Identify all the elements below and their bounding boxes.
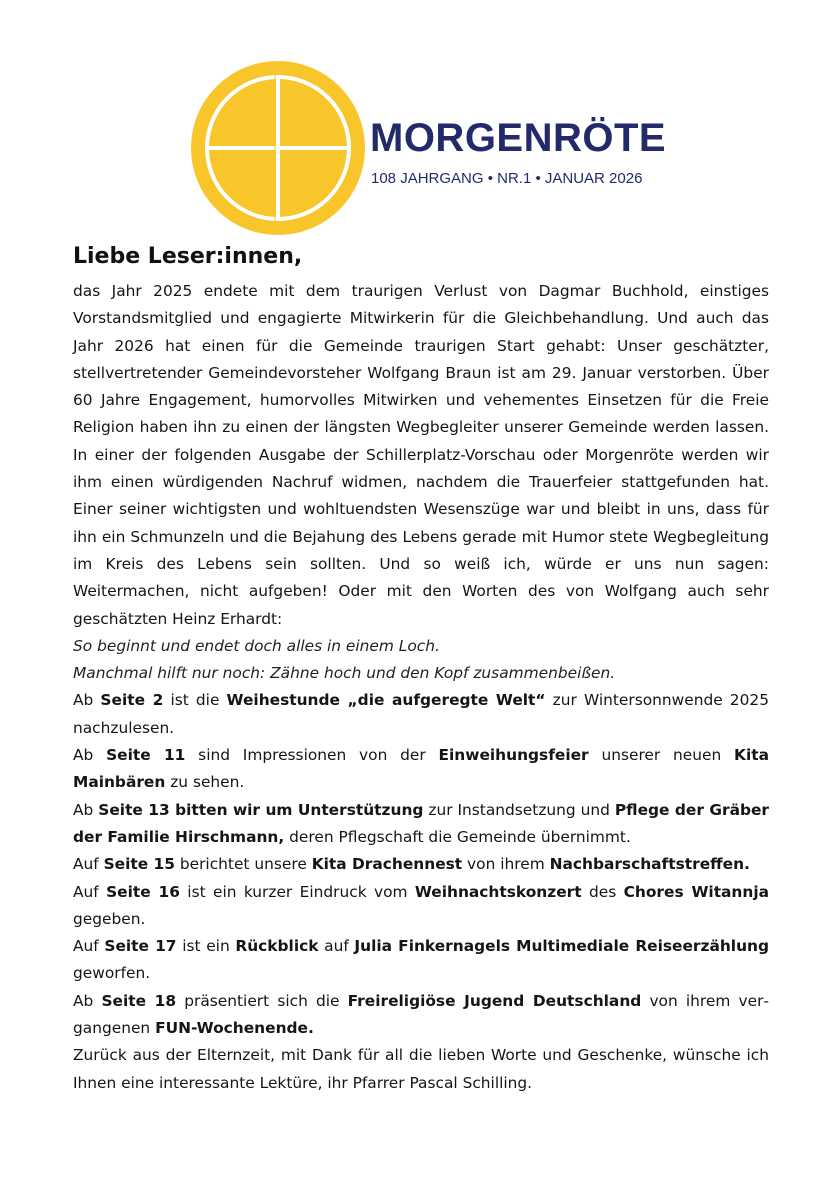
letter-body (73, 278, 769, 1097)
issue-item-seite-11: Ab Seite 11 sind Impressionen von der Einweihungsfeier unserer neuen Kita Mainbären zu sehen. (73, 746, 769, 792)
quote-line-1: So beginnt und endet doch alles in einem Loch. (73, 636, 440, 655)
issue-item-seite-15: Auf Seite 15 berichtet unsere Kita Drachennest von ihrem Nachbarschaftstreffen. (73, 855, 750, 874)
intro-paragraph: das Jahr 2025 endete mit dem traurigen Verlust von Dagmar Buchhold, einstiges Vorstandsmitglied und engagierte Mitwirkerin für die Gleichbehandlung. Und auch das Jahr 2026 hat einen für die Gemeinde traurigen Start gehabt: Unser geschätzter, stellvertretender Gemeindevorsteher Wolfgang Braun ist am 29. Januar verstorben. Über 60 Jahre Engagement, humorvolles Mitwirken und vehementes Einsetzen für die Freie Religion haben ihn zu einen der längsten Wegbegleiter unserer Gemeinde werden lassen. In einer der folgenden Ausgabe der Schillerplatz-Vorschau oder Morgenröte werden wir ihm einen würdigenden Nachruf widmen, nachdem die Trauerfeier stattgefunden hat. Einer seiner wichtigsten und wohltuendsten Wesenszüge war und bleibt in uns, dass für ihn ein Schmunzeln und die Bejahung des Lebens gerade mit Humor stete Wegbegleitung im Kreis des Lebens sein sollten. Und so weiß ich, würde er uns nun sagen: Weitermachen, nicht aufgeben! Oder mit den Worten des von Wolfgang auch sehr geschätzten Heinz Erhardt: (73, 282, 769, 628)
masthead-title: MORGENRÖTE (370, 116, 667, 160)
quote-line-2: Manchmal hilft nur noch: Zähne hoch und den Kopf zusammenbeißen. (73, 664, 616, 683)
sun-cross-logo-icon (190, 60, 366, 236)
issue-item-seite-2: Ab Seite 2 ist die Weihestunde „die aufgeregte Welt“ zur Wintersonnwende 2025 nachzulesen. (73, 691, 769, 737)
issue-item-seite-16: Auf Seite 16 ist ein kurzer Eindruck vom Weihnachtskonzert des Chores Witannja gegeben. (73, 882, 770, 928)
issue-item-seite-17: Auf Seite 17 ist ein Rückblick auf Julia Finkernagels Multimediale Reiseerzählung geworfen. (73, 937, 770, 983)
issue-item-seite-18: Ab Seite 18 präsentiert sich die Freireligiöse Jugend Deutschland von ihrem vergangenen FUN-Wochenende. (73, 991, 769, 1038)
closing-paragraph: Zurück aus der Elternzeit, mit Dank für all die lieben Worte und Geschenke, wünsche ich Ihnen eine interessante Lektüre, ihr Pfarrer Pascal Schilling. (73, 1046, 769, 1092)
greeting-heading: Liebe Leser:innen, (73, 244, 303, 269)
issue-item-seite-13: Ab Seite 13 bitten wir um Unterstützung zur Instandsetzung und Pflege der Gräber der Familie Hirschmann, deren Pflegschaft die Gemeinde übernimmt. (73, 800, 769, 846)
masthead-subtitle: 108 JAHRGANG • NR.1 • JANUAR 2026 (371, 170, 643, 187)
